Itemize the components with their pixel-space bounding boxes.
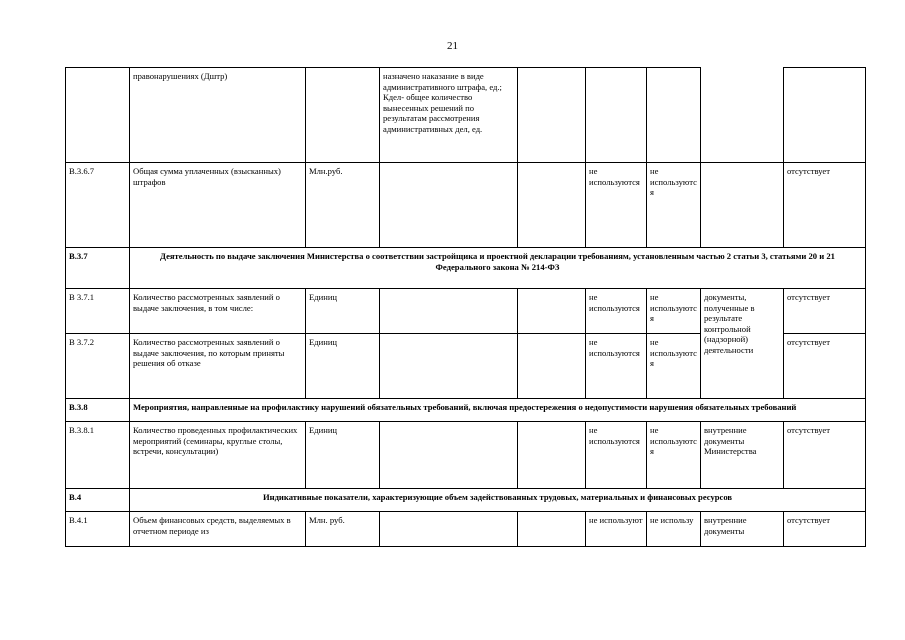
section-row [66, 399, 866, 422]
section-title: Индикативные показатели, характеризующие объем задействованных трудовых, материальных и финансовых ресурсов [130, 489, 866, 512]
unit-cell: Единиц [306, 334, 380, 399]
unit-cell: Млн. руб. [306, 512, 380, 547]
section-code: В.4 [66, 489, 130, 512]
status-cell: отсутствует [784, 512, 866, 547]
table-row [66, 422, 866, 489]
indicator-name: Общая сумма уплаченных (взысканных) штрафов [130, 163, 306, 248]
status-cell: не используются [647, 422, 701, 489]
status-cell: не используются [647, 289, 701, 334]
indicator-name: Количество рассмотренных заявлений о выдаче заключения, в том числе: [130, 289, 306, 334]
source-cell: документы, полученные в результате контрольной (надзорной) деятельности [701, 289, 784, 399]
indicator-code: В 3.7.2 [66, 334, 130, 399]
indicator-name: Количество проведенных профилактических мероприятий (семинары, круглые столы, встречи, консультации) [130, 422, 306, 489]
source-cell: внутренние документы [701, 512, 784, 547]
table-row [66, 289, 866, 334]
table-row [66, 163, 866, 248]
indicator-name: правонарушениях (Дштр) [130, 68, 306, 163]
unit-cell: Млн.руб. [306, 163, 380, 248]
table-row [66, 68, 866, 163]
status-cell: не использу [647, 512, 701, 547]
status-cell: отсутствует [784, 289, 866, 334]
status-cell: не используют [586, 512, 647, 547]
status-cell: отсутствует [784, 334, 866, 399]
status-cell: не используются [586, 289, 647, 334]
section-title: Деятельность по выдаче заключения Министерства о соответствии застройщика и проектной декларации требованиям, установленным частью 2 статьи 3, статьями 20 и 21 Федерального закона № 214-ФЗ [130, 248, 866, 289]
section-code: В.3.7 [66, 248, 130, 289]
status-cell: не используются [586, 422, 647, 489]
formula-cell: назначено наказание в виде административного штрафа, ед.; Кдел- общее количество вынесенных решений по результатам рассмотрения административных дел, ед. [380, 68, 518, 163]
unit-cell: Единиц [306, 422, 380, 489]
status-cell: отсутствует [784, 422, 866, 489]
indicator-name: Количество рассмотренных заявлений о выдаче заключения, по которым приняты решения об отказе [130, 334, 306, 399]
page-number: 21 [447, 40, 458, 52]
status-cell: отсутствует [784, 163, 866, 248]
section-row [66, 489, 866, 512]
indicator-code: В.4.1 [66, 512, 130, 547]
status-cell: не используются [647, 163, 701, 248]
source-cell: внутренние документы Министерства [701, 422, 784, 489]
status-cell: не используются [586, 163, 647, 248]
indicator-code: В.3.8.1 [66, 422, 130, 489]
indicator-code: В 3.7.1 [66, 289, 130, 334]
unit-cell: Единиц [306, 289, 380, 334]
status-cell: не используются [647, 334, 701, 399]
table-row [66, 512, 866, 547]
section-title: Мероприятия, направленные на профилактику нарушений обязательных требований, включая предостережения о недопустимости нарушения обязательных требований [130, 399, 866, 422]
section-row [66, 248, 866, 289]
indicator-code: В.3.6.7 [66, 163, 130, 248]
status-cell: не используются [586, 334, 647, 399]
section-code: В.3.8 [66, 399, 130, 422]
indicators-table [65, 67, 866, 547]
indicator-name: Объем финансовых средств, выделяемых в отчетном периоде из [130, 512, 306, 547]
